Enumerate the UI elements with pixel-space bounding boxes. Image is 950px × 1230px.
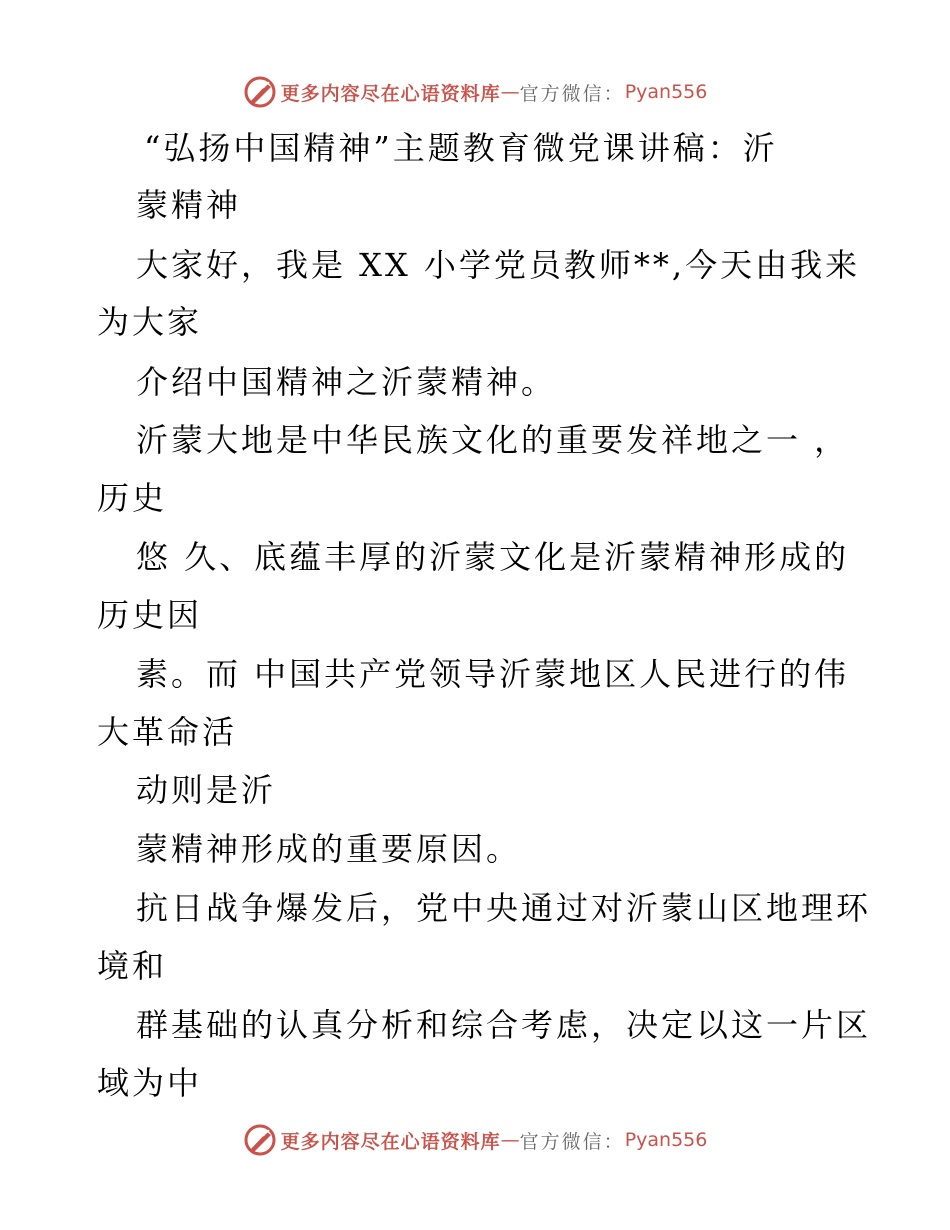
body-line: 为大家 xyxy=(97,303,203,341)
body-line: 沂蒙大地是中华民族文化的重要发祥地之一 ， xyxy=(136,421,850,459)
body-line: 大革命活 xyxy=(97,713,238,751)
watermark-wechat-id: Pyan556 xyxy=(624,1129,708,1151)
watermark-wechat-id: Pyan556 xyxy=(624,81,708,103)
body-line: 悠 久、底蕴丰厚的沂蒙文化是沂蒙精神形成的 xyxy=(136,538,850,576)
watermark-official-label: 官方微信： xyxy=(519,1130,625,1153)
body-line: 动则是沂 xyxy=(136,771,277,809)
body-line: 域为中 xyxy=(97,1064,203,1102)
body-line: 群基础的认真分析和综合考虑，决定以这一片区 xyxy=(136,1006,872,1044)
footer-watermark xyxy=(0,1120,950,1160)
body-line: 素。而 中国共产党领导沂蒙地区人民进行的伟 xyxy=(136,655,850,693)
document-title-line-2: 蒙精神 xyxy=(136,186,242,224)
quill-logo-icon xyxy=(243,1123,277,1157)
body-line: 大家好，我是 XX 小学党员教师**,今天由我来 xyxy=(136,246,861,284)
body-line: 境和 xyxy=(97,947,168,985)
body-line: 历史因 xyxy=(97,596,203,634)
body-line: 历史 xyxy=(97,479,168,517)
body-line: 抗日战争爆发后，党中央通过对沂蒙山区地理环 xyxy=(136,889,872,927)
body-line: 蒙精神形成的重要原因。 xyxy=(136,830,522,868)
watermark-dash: — xyxy=(500,1129,520,1151)
watermark-official-label: 官方微信： xyxy=(519,82,625,105)
watermark-lead-text: 更多内容尽在心语资料库 xyxy=(280,82,501,105)
watermark-dash: — xyxy=(500,81,520,103)
body-line: 介绍中国精神之沂蒙精神。 xyxy=(136,363,557,401)
watermark-lead-text: 更多内容尽在心语资料库 xyxy=(280,1130,501,1153)
document-title-line-1: “弘扬中国精神”主题教育微党课讲稿：沂 xyxy=(144,129,778,167)
